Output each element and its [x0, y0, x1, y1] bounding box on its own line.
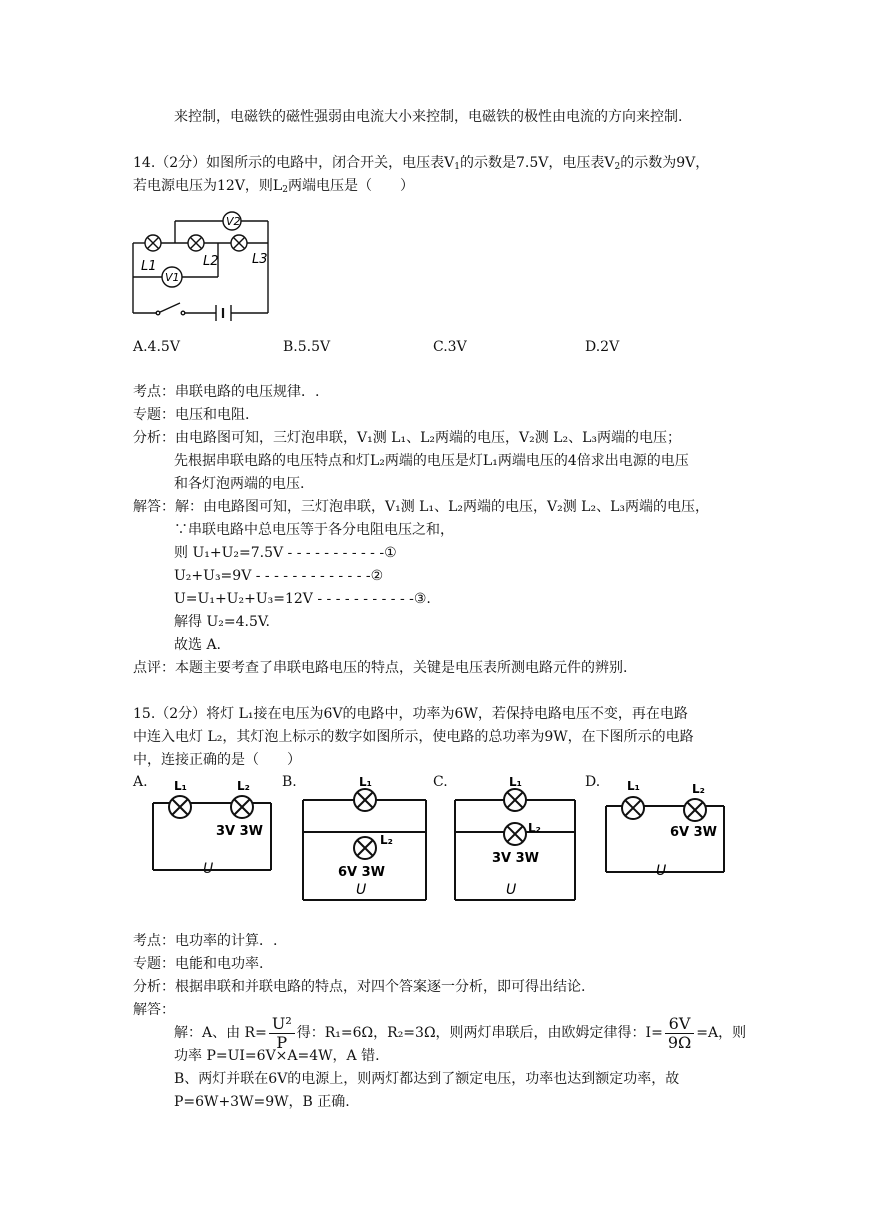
- zhuanti-label: 专题：: [133, 956, 175, 972]
- q14-stem-part: 若电源电压为12V，则L: [133, 178, 283, 194]
- q14-equation-1: 则 U₁+U₂=7.5V - - - - - - - - - - -①: [174, 545, 397, 561]
- fig-c-l2: L₂: [528, 821, 541, 835]
- q14-fenxi-line3: 和各灯泡两端的电压.: [174, 476, 305, 492]
- q15-jieda-label: 解答：: [133, 1002, 175, 1018]
- q14-stem-part: 的示数为9V，: [620, 155, 710, 171]
- q14-dianping-row: [133, 659, 627, 677]
- q15-figure-a: [145, 775, 280, 885]
- fig-a-l1: L₁: [174, 779, 187, 793]
- fig-b-l1: L₁: [359, 775, 372, 789]
- l3-label: L3: [252, 252, 268, 267]
- q14-equation-3: U=U₁+U₂+U₃=12V - - - - - - - - - - -③.: [174, 591, 431, 607]
- jieda-text: 得：R₁=6Ω，R₂=3Ω，则两灯串联后，由欧姆定律得：I=: [296, 1025, 663, 1041]
- jieda-label: 解答：: [133, 499, 175, 515]
- q14-option-c[interactable]: C.3V: [433, 339, 467, 355]
- q14-equation-2: U₂+U₃=9V - - - - - - - - - - - - -②: [174, 568, 384, 584]
- q15-jieda-line4: P=6W+3W=9W，B 正确.: [174, 1094, 350, 1110]
- fraction-denominator: P: [276, 1032, 288, 1052]
- fig-c-u: U: [506, 882, 517, 898]
- q14-kaodian-row: [133, 383, 319, 401]
- q14-stem-line2: [133, 177, 414, 195]
- q15-figure-c: [450, 770, 590, 910]
- q15-fenxi-row: [133, 978, 585, 996]
- fig-c-rating: 3V 3W: [492, 851, 540, 866]
- q15-kaodian-row: [133, 932, 277, 950]
- q14-fenxi-line2: 先根据串联电路的电压特点和灯L₂两端的电压是灯L₁两端电压的4倍求出电源的电压: [174, 453, 689, 469]
- jieda-text: =A，则: [696, 1025, 747, 1041]
- q15-figure-b: [298, 770, 438, 910]
- q15-zhuanti-row: [133, 955, 263, 973]
- fraction-u2-over-p: [269, 1015, 295, 1052]
- q14-stem-part: 14.（2分）如图所示的电路中，闭合开关，电压表V: [133, 155, 455, 171]
- jieda-text: 解：由电路图可知，三灯泡串联，V₁测 L₁、L₂两端的电压，V₂测 L₂、L₃两端的电压，: [175, 499, 709, 515]
- fig-a-l2: L₂: [237, 779, 250, 793]
- fig-b-u: U: [356, 882, 367, 898]
- q14-stem-part: 的示数是7.5V，电压表V: [460, 155, 615, 171]
- q14-option-d[interactable]: D.2V: [585, 339, 620, 355]
- q15-figure-b-letter[interactable]: B.: [282, 774, 297, 790]
- fraction-numerator: 6V: [665, 1015, 694, 1034]
- zhuanti-label: 专题：: [133, 407, 175, 423]
- fig-a-rating: 3V 3W: [216, 824, 264, 839]
- q14-equation-5: 故选 A.: [174, 637, 222, 653]
- l2-label: L2: [203, 254, 219, 269]
- jieda-text: 解：A、由 R=: [174, 1025, 267, 1041]
- q15-figure-c-letter[interactable]: C.: [433, 774, 448, 790]
- q14-jieda-line2: ∵串联电路中总电压等于各分电阻电压之和，: [174, 522, 454, 538]
- fig-b-rating: 6V 3W: [338, 865, 386, 880]
- kaodian-text: 串联电路的电压规律．.: [175, 384, 320, 400]
- fig-d-u: U: [656, 863, 667, 879]
- carryover-line: 来控制，电磁铁的磁性强弱由电流大小来控制，电磁铁的极性由电流的方向来控制.: [174, 109, 683, 125]
- q14-stem-line1: [133, 154, 709, 172]
- q14-circuit-diagram: [128, 205, 288, 330]
- q15-figure-d: [598, 772, 733, 882]
- q14-option-a[interactable]: A.4.5V: [133, 339, 180, 355]
- fenxi-text: 由电路图可知，三灯泡串联，V₁测 L₁、L₂两端的电压，V₂测 L₂、L₃两端的电压；: [175, 430, 681, 446]
- fenxi-label: 分析：: [133, 979, 175, 995]
- q14-option-b[interactable]: B.5.5V: [283, 339, 331, 355]
- l1-label: L1: [141, 259, 157, 274]
- fenxi-text: 根据串联和并联电路的特点，对四个答案逐一分析，即可得出结论.: [175, 979, 586, 995]
- q15-stem-line2: 中连入电灯 L₂，其灯泡上标示的数字如图所示，使电路的总功率为9W，在下图所示的电路: [133, 729, 694, 745]
- fig-c-l1: L₁: [509, 775, 522, 789]
- fraction-numerator: U²: [269, 1015, 295, 1034]
- fraction-denominator: 9Ω: [667, 1032, 692, 1052]
- fig-d-l1: L₁: [627, 779, 640, 793]
- q14-zhuanti-row: [133, 406, 249, 424]
- q14-equation-4: 解得 U₂=4.5V.: [174, 614, 270, 630]
- fig-d-l2: L₂: [692, 782, 705, 796]
- q15-jieda-line3: B、两灯并联在6V的电源上，则两灯都达到了额定电压，功率也达到额定功率，故: [174, 1071, 680, 1087]
- kaodian-text: 电功率的计算．.: [175, 933, 278, 949]
- zhuanti-text: 电能和电功率.: [175, 956, 264, 972]
- zhuanti-text: 电压和电阻.: [175, 407, 250, 423]
- q15-figure-d-letter[interactable]: D.: [585, 774, 601, 790]
- kaodian-label: 考点：: [133, 384, 175, 400]
- q14-stem-part: 两端电压是（ ）: [287, 178, 414, 194]
- fig-a-u: U: [203, 861, 214, 877]
- dianping-label: 点评：: [133, 660, 175, 676]
- q15-stem-line3: 中，连接正确的是（ ）: [133, 752, 301, 768]
- q14-fenxi-row: [133, 429, 681, 447]
- subscript: 2: [282, 185, 288, 195]
- subscript: 2: [614, 162, 621, 172]
- fraction-6v-over-9ohm: [665, 1015, 694, 1052]
- q15-figure-a-letter[interactable]: A.: [133, 774, 148, 790]
- kaodian-label: 考点：: [133, 933, 175, 949]
- v1-label: V1: [165, 271, 180, 284]
- q15-stem-line1: 15.（2分）将灯 L₁接在电压为6V的电路中，功率为6W，若保持电路电压不变，再在电路: [133, 706, 688, 722]
- q15-jieda-line2: 功率 P=UI=6V×A=4W，A 错.: [174, 1048, 380, 1064]
- v2-label: V2: [226, 215, 241, 228]
- fig-b-l2: L₂: [380, 833, 393, 847]
- q14-jieda-row: [133, 498, 709, 516]
- subscript: 1: [454, 162, 461, 172]
- fenxi-label: 分析：: [133, 430, 175, 446]
- dianping-text: 本题主要考查了串联电路电压的特点，关键是电压表所测电路元件的辨别.: [175, 660, 628, 676]
- fig-d-rating: 6V 3W: [670, 825, 718, 840]
